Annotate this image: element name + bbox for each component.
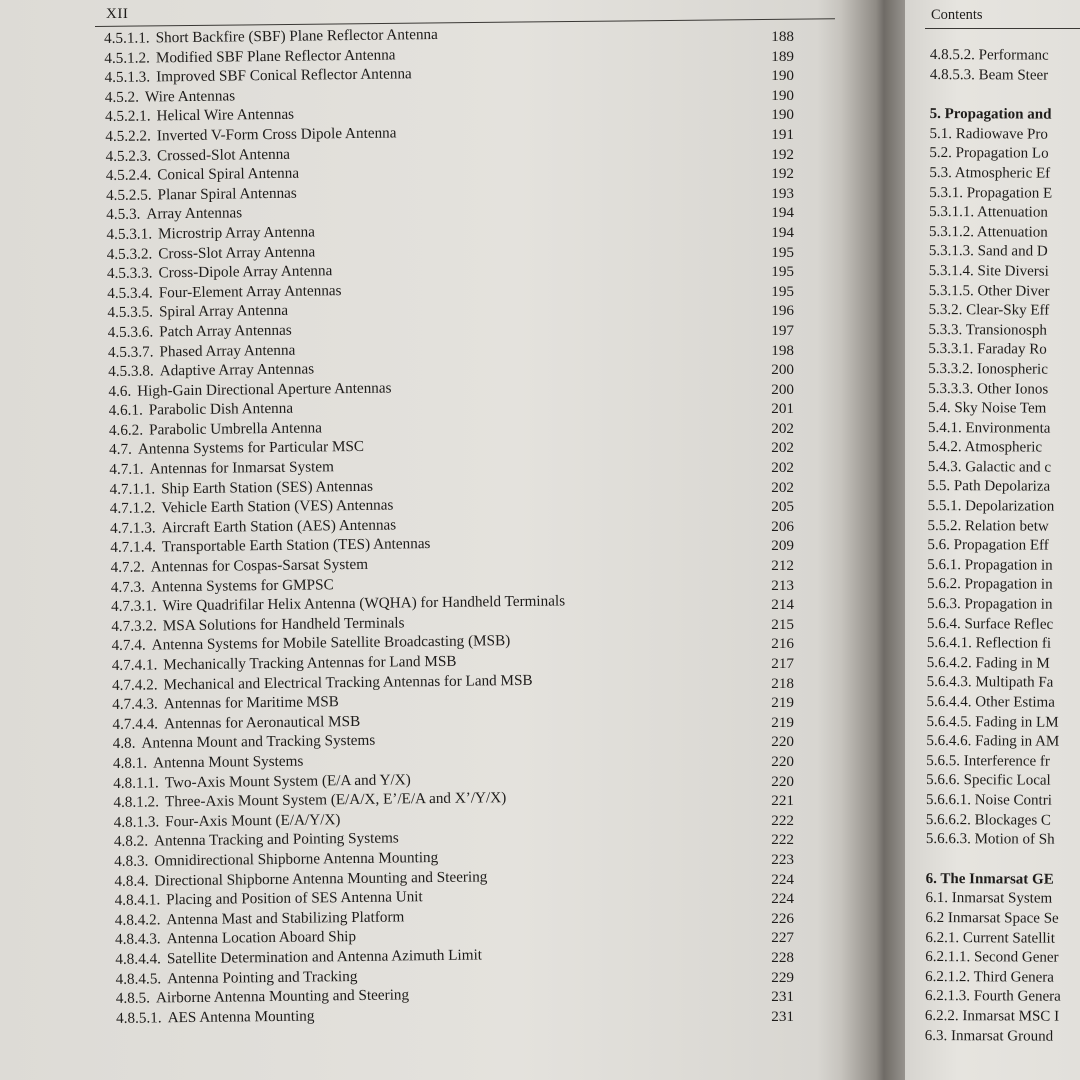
toc-entry-title: Cross-Dipole Array Antenna — [158, 262, 333, 282]
toc-page-number: 202 — [771, 478, 794, 496]
toc-entry: 5.3.1.4. Site Diversi — [928, 262, 1049, 280]
toc-entry-title: Parabolic Umbrella Antenna — [148, 419, 323, 439]
running-header-contents: Contents — [931, 7, 983, 23]
toc-entry: 5.6.4.6. Fading in AM — [926, 733, 1060, 750]
toc-entry-number: 4.7.1.4. — [110, 538, 156, 557]
toc-entry: 5.3.2. Clear-Sky Eff — [928, 302, 1050, 319]
toc-entry-number: 4.8.4.4. — [115, 950, 162, 968]
toc-entry-number: 4.8.1.3. — [113, 813, 160, 831]
toc-entry-title: Mechanical and Electrical Tracking Antennas for Land MSB — [163, 671, 533, 693]
toc-page-number: 209 — [771, 537, 794, 555]
toc-entry-number: 4.5.3.3. — [106, 264, 153, 283]
toc-entry: 4.8.5.3. Beam Steer — [929, 66, 1049, 84]
toc-page-number: 200 — [771, 361, 794, 379]
toc-page-number: 200 — [771, 380, 794, 398]
toc-entry: 5.6.6.2. Blockages C — [925, 811, 1051, 829]
toc-entry: 6.2.1.2. Third Genera — [925, 968, 1055, 986]
toc-page-number: 192 — [771, 165, 794, 183]
toc-entry: 5.3.1.1. Attenuation — [929, 204, 1048, 221]
toc-entry: 5.6.5. Interference fr — [926, 752, 1050, 770]
toc-page-number: 220 — [771, 733, 794, 751]
toc-entry-title: Crossed-Slot Antenna — [156, 145, 291, 164]
toc-entry-title: Directional Shipborne Antenna Mounting and Steering — [154, 867, 488, 889]
toc-entry-number: 4.5.2.5. — [105, 186, 152, 204]
toc-entry: 5.4.3. Galactic and c — [927, 458, 1052, 476]
toc-entry-number: 4.8.5.1. — [115, 1009, 162, 1027]
toc-entry: 6.1. Inmarsat System — [925, 890, 1053, 907]
toc-entry: 5.5. Path Depolariza — [927, 478, 1051, 496]
toc-page-number: 198 — [771, 341, 794, 359]
toc-entry-title: Spiral Array Antenna — [158, 302, 289, 321]
toc-entries-right — [925, 47, 1080, 1048]
toc-entry-number: 4.5.3.8. — [108, 362, 154, 381]
toc-page-number: 218 — [771, 674, 794, 692]
toc-entry-title: Planar Spiral Antennas — [157, 184, 297, 204]
toc-entry-number: 4.5.1.1. — [104, 29, 150, 47]
toc-chapter-heading: 5. Propagation and — [929, 106, 1052, 123]
toc-page-number: 191 — [771, 125, 794, 143]
toc-entry-title: Antennas for Inmarsat System — [149, 458, 334, 478]
toc-entry-title: Antenna Mast and Stabilizing Platform — [166, 908, 405, 929]
toc-page-number: 206 — [771, 517, 794, 535]
toc-entry-title: Mechanically Tracking Antennas for Land MSB — [163, 652, 457, 674]
toc-entry-number: 4.7.3.2. — [111, 617, 157, 635]
toc-entry-title: Antenna Systems for GMPSC — [150, 575, 334, 596]
toc-entry-title: High-Gain Directional Aperture Antennas — [137, 379, 392, 400]
toc-entry-number: 4.5.3. — [106, 205, 141, 224]
toc-page-number: 194 — [771, 223, 794, 241]
toc-entry-title: Satellite Determination and Antenna Azimuth Limit — [166, 946, 483, 968]
toc-entry: 5.3.3.1. Faraday Ro — [928, 341, 1047, 358]
toc-entry-number: 4.8.2. — [113, 832, 149, 851]
toc-entry-title: Modified SBF Plane Reflector Antenna — [155, 46, 396, 66]
toc-page-number: 194 — [771, 204, 794, 222]
toc-entry: 5.6. Propagation Eff — [927, 537, 1049, 554]
toc-entry-number: 4.8.1. — [112, 754, 148, 772]
toc-page-number: 202 — [771, 459, 794, 477]
toc-entry-title: Airborne Antenna Mounting and Steering — [155, 986, 410, 1007]
toc-entry: 5.3.3.3. Other Ionos — [928, 380, 1049, 398]
toc-entry-number: 4.7.2. — [110, 558, 145, 576]
toc-page-number: 217 — [771, 655, 794, 672]
toc-entry-title: Wire Antennas — [144, 87, 236, 106]
toc-page-number: 189 — [771, 47, 794, 65]
toc-page-number: 212 — [771, 557, 794, 575]
toc-entry: 6.2.1.3. Fourth Genera — [924, 988, 1061, 1006]
toc-page-number: 222 — [771, 831, 794, 849]
toc-page-number: 224 — [771, 870, 794, 888]
toc-entry-number: 4.7.1.3. — [109, 519, 156, 537]
toc-page-number: 221 — [771, 792, 794, 810]
toc-entry: 5.3.1. Propagation E — [929, 184, 1053, 202]
toc-entry-title: Antenna Mount and Tracking Systems — [141, 732, 376, 752]
toc-entry-title: Cross-Slot Array Antenna — [158, 242, 316, 262]
toc-page-number: 205 — [771, 498, 794, 516]
toc-entry-title: Antenna Tracking and Pointing Systems — [153, 829, 399, 850]
toc-entry-number: 4.6.2. — [108, 421, 144, 439]
toc-entry: 5.6.6.3. Motion of Sh — [925, 831, 1055, 848]
toc-page-number: 214 — [771, 596, 794, 614]
toc-entry-number: 4.8.4.3. — [115, 930, 161, 949]
toc-entry-number: 4.8.3. — [114, 852, 149, 870]
toc-entry-title: Antennas for Cospas-Sarsat System — [150, 555, 369, 576]
toc-entry: 6.2.1. Current Satellit — [925, 929, 1055, 947]
toc-entry-number: 4.8.4.2. — [114, 911, 161, 929]
toc-entry-title: Antennas for Maritime MSB — [163, 693, 339, 713]
toc-entry-number: 4.5.2.4. — [105, 166, 152, 185]
toc-entry-title: Adaptive Array Antennas — [159, 360, 315, 380]
toc-entry-number: 4.8.1.1. — [113, 773, 159, 792]
toc-entry-title: Antenna Pointing and Tracking — [167, 967, 358, 987]
toc-entry-number: 4.5.1.2. — [104, 49, 151, 67]
toc-entry-number: 4.8.4.1. — [114, 891, 161, 910]
toc-page-number: 202 — [771, 419, 794, 437]
toc-entry-number: 4.5.3.4. — [107, 284, 153, 302]
toc-entry: 4.8.5.2. Performanc — [929, 47, 1049, 64]
toc-entry-number: 4.5.3.1. — [106, 225, 153, 243]
toc-entry-number: 4.5.3.5. — [107, 303, 154, 322]
toc-entry-title: Four-Axis Mount (E/A/Y/X) — [165, 810, 341, 831]
toc-entry: 5.6.3. Propagation in — [927, 596, 1053, 613]
toc-entry-title: Parabolic Dish Antenna — [148, 400, 294, 419]
toc-page-number: 195 — [771, 243, 794, 261]
toc-entry-title: Antenna Systems for Mobile Satellite Broadcasting (MSB) — [151, 632, 511, 654]
toc-entry-number: 4.5.2.1. — [104, 107, 151, 126]
toc-entry: 5.1. Radiowave Pro — [929, 125, 1048, 143]
toc-entry-title: Aircraft Earth Station (AES) Antennas — [161, 516, 397, 537]
toc-entry-title: AES Antenna Mounting — [167, 1007, 315, 1026]
toc-page-number: 190 — [771, 67, 794, 85]
toc-entry: 5.6.4. Surface Reflec — [926, 615, 1054, 633]
toc-page-number: 227 — [771, 929, 794, 947]
toc-page-numbers — [764, 28, 804, 1027]
toc-entry-number: 4.5.3.2. — [106, 244, 153, 263]
toc-entry: 5.6.4.5. Fading in LM — [926, 713, 1059, 731]
toc-page-number: 193 — [771, 184, 794, 202]
toc-entry: 5.3.1.3. Sand and D — [928, 243, 1048, 260]
toc-entry-title: Vehicle Earth Station (VES) Antennas — [161, 496, 394, 517]
toc-entry-number: 4.5.3.7. — [107, 342, 154, 361]
toc-entry: 6.2.2. Inmarsat MSC I — [924, 1007, 1060, 1025]
toc-page-number: 226 — [771, 909, 794, 927]
toc-entry: 5.3.1.2. Attenuation — [928, 223, 1048, 241]
toc-entry: 5.5.2. Relation betw — [927, 517, 1049, 535]
toc-page-number: 197 — [771, 321, 794, 339]
toc-entry-title: Three-Axis Mount System (E/A/X, E’/E/A and X’/Y/X) — [164, 789, 507, 811]
toc-entry-number: 4.7.4.3. — [112, 695, 158, 714]
toc-entry-number: 4.7.1.2. — [109, 499, 156, 518]
toc-entry-number: 4.7.3. — [110, 578, 146, 596]
toc-entry: 6.3. Inmarsat Ground — [924, 1027, 1054, 1045]
toc-entry: 5.3.3. Transionosph — [928, 321, 1047, 339]
toc-entry-number: 4.7.4.4. — [112, 715, 159, 733]
toc-entry-number: 4.7.1. — [109, 460, 144, 479]
toc-entry: 5.6.2. Propagation in — [927, 576, 1053, 594]
toc-page-number: 201 — [771, 400, 794, 418]
toc-entry: 5.6.4.4. Other Estima — [926, 693, 1055, 711]
toc-page-number: 213 — [771, 576, 794, 594]
toc-entry-number: 4.5.2.2. — [105, 127, 151, 145]
toc-entry-number: 4.8. — [112, 735, 136, 753]
toc-entry: 5.3.3.2. Ionospheric — [928, 360, 1048, 378]
toc-entry-number: 4.5.2.3. — [105, 146, 152, 165]
toc-entry-title: Phased Array Antenna — [159, 341, 296, 360]
toc-entry-number: 4.7. — [109, 441, 133, 459]
toc-page-number: 220 — [771, 772, 794, 790]
page-number-roman: XII — [106, 6, 129, 22]
toc-entry-title: Omnidirectional Shipborne Antenna Mounting — [154, 848, 439, 870]
toc-page-number: 220 — [771, 752, 794, 770]
toc-page-number: 222 — [771, 811, 794, 829]
toc-chapter-heading: 6. The Inmarsat GE — [925, 870, 1054, 888]
toc-entry-number: 4.5.3.6. — [107, 323, 154, 341]
toc-entry-number: 4.8.4.5. — [115, 969, 162, 988]
toc-page-number: 229 — [771, 968, 794, 986]
toc-entry-number: 4.7.3.1. — [110, 597, 157, 616]
toc-entry-number: 4.7.4.2. — [111, 675, 158, 694]
toc-entry: 6.2 Inmarsat Space Se — [925, 909, 1059, 927]
toc-entry: 5.4.1. Environmenta — [927, 419, 1051, 437]
toc-entry-title: Microstrip Array Antenna — [157, 223, 316, 243]
toc-entries-left — [104, 21, 816, 1029]
toc-entry-title: Four-Element Array Antennas — [158, 281, 342, 302]
header-rule-right — [925, 28, 1080, 29]
toc-page-number: 228 — [771, 948, 794, 966]
toc-entry: 5.3.1.5. Other Diver — [928, 282, 1050, 300]
toc-entry: 5.4. Sky Noise Tem — [928, 400, 1047, 417]
toc-page-number: 190 — [771, 86, 794, 104]
toc-entry-title: Antenna Mount Systems — [153, 752, 304, 772]
toc-entry-number: 4.8.4. — [114, 872, 149, 890]
toc-page-number: 195 — [771, 282, 794, 300]
toc-entry-number: 4.7.1.1. — [109, 480, 156, 498]
toc-entry-title: MSA Solutions for Handheld Terminals — [162, 614, 405, 635]
toc-entry-title: Patch Array Antennas — [159, 321, 292, 341]
toc-page-number: 215 — [771, 615, 794, 633]
toc-entry-number: 4.7.4.1. — [111, 656, 158, 674]
toc-entry-title: Short Backfire (SBF) Plane Reflector Antenna — [155, 25, 438, 47]
toc-entry: 5.3. Atmospheric Ef — [929, 164, 1051, 182]
toc-entry-number: 4.5.1.3. — [104, 68, 151, 87]
toc-entry: 5.6.4.1. Reflection fi — [926, 635, 1052, 652]
toc-entry-number: 4.8.1.2. — [113, 793, 160, 812]
toc-entry: 5.6.6.1. Noise Contri — [926, 791, 1052, 809]
toc-page-number: 216 — [771, 635, 794, 653]
toc-entry-title: Transportable Earth Station (TES) Antennas — [161, 535, 431, 556]
toc-entry: 5.4.2. Atmospheric — [927, 439, 1043, 456]
toc-page-number: 188 — [771, 28, 794, 45]
toc-entry-number: 4.7.4. — [111, 636, 146, 655]
toc-entry-title: Two-Axis Mount System (E/A and Y/X) — [164, 770, 411, 791]
toc-page-number: 224 — [771, 890, 794, 908]
toc-page-number: 196 — [771, 302, 794, 320]
toc-page-number: 190 — [771, 106, 794, 124]
toc-entry-number: 4.5.2. — [104, 88, 140, 106]
toc-entry: 5.6.6. Specific Local — [926, 772, 1051, 790]
toc-page-number: 202 — [771, 439, 794, 457]
toc-entry: 5.6.4.2. Fading in M — [926, 654, 1050, 672]
toc-entry: 6.2.1.1. Second Gener — [925, 949, 1059, 966]
toc-entry-title: Antennas for Aeronautical MSB — [163, 712, 361, 733]
toc-page-number: 219 — [771, 694, 794, 712]
toc-entry: 5.6.1. Propagation in — [927, 556, 1053, 574]
toc-entry-title: Ship Earth Station (SES) Antennas — [161, 477, 374, 497]
toc-entry: 5.6.4.3. Multipath Fa — [926, 674, 1054, 692]
toc-page-number: 192 — [771, 145, 794, 163]
toc-entry-title: Placing and Position of SES Antenna Unit — [166, 888, 423, 909]
toc-entry-number: 4.6. — [108, 382, 132, 400]
toc-entry-title: Antenna Systems for Particular MSC — [137, 438, 365, 459]
toc-entry-title: Wire Quadrifilar Helix Antenna (WQHA) for Handheld Terminals — [162, 592, 566, 615]
toc-entry-number: 4.6.1. — [108, 401, 143, 420]
toc-page-number: 231 — [771, 988, 794, 1006]
toc-entry-title: Antenna Location Aboard Ship — [166, 928, 357, 948]
toc-entry-title: Array Antennas — [146, 204, 243, 223]
toc-entry: 5.2. Propagation Lo — [929, 145, 1049, 162]
toc-entry-title: Inverted V-Form Cross Dipole Antenna — [156, 124, 397, 145]
toc-entry-number: 4.8.5. — [115, 989, 151, 1008]
toc-page-number: 223 — [771, 850, 794, 868]
toc-entry-title: Conical Spiral Antenna — [157, 164, 300, 184]
toc-entry-title: Helical Wire Antennas — [156, 106, 295, 125]
toc-page-number: 219 — [771, 713, 794, 731]
toc-page-number: 231 — [771, 1007, 794, 1025]
toc-page-number: 195 — [771, 263, 794, 281]
toc-entry-title: Improved SBF Conical Reflector Antenna — [156, 65, 412, 86]
toc-entry: 5.5.1. Depolarization — [927, 498, 1055, 515]
